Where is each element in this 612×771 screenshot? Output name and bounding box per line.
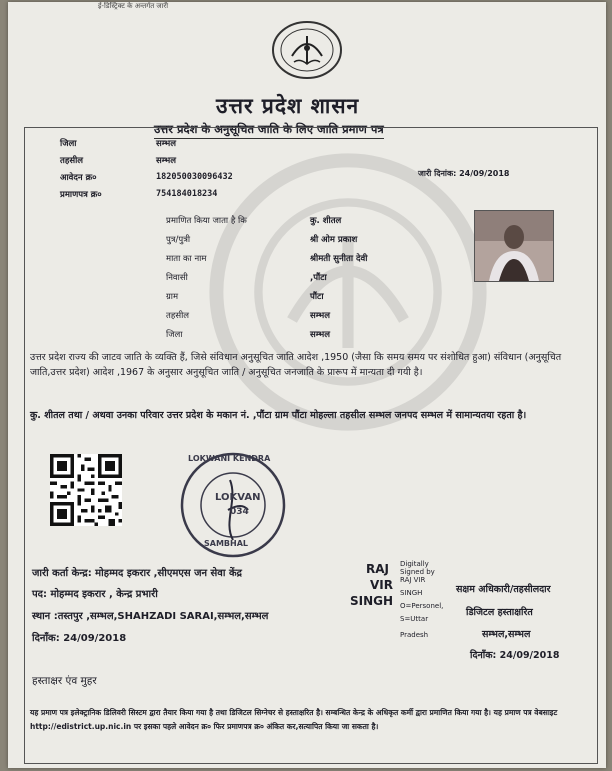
page-title: उत्तर प्रदेश शासन (216, 94, 360, 118)
sig-detail-4: SINGH (400, 589, 423, 597)
application-value: 182050030096432 (156, 172, 233, 182)
district-label: जिला (60, 139, 77, 149)
district-value: सम्भल (156, 139, 177, 149)
authority-place: सम्भल,सम्भल (482, 629, 531, 640)
caste-paragraph: उत्तर प्रदेश राज्य की जाटव जाति के व्यक्ति हैं, जिसे संविधान अनुसूचित जाति आदेश ,1950 (जैसा कि समय समय पर संशोधित हुआ) संविधान (अनुसूचित जाति,उत्तर प्रदेश) आदेश ,1967 के अनुसार अनुसूचित जाति / अनुसूचित जनजाति के प्रारूप में मान्यता दी गयी है। (30, 352, 562, 378)
person-district-value: सम्भल (310, 330, 331, 340)
village-value: पौंटा (310, 292, 324, 302)
certificate-value: 754184018234 (156, 189, 218, 199)
authority-signed: डिजिटल हस्ताक्षरित (466, 607, 533, 618)
sig-detail-2: Signed by (400, 568, 435, 576)
residence-value: ,पौंटा (310, 273, 327, 283)
person-tehsil-value: सम्भल (310, 311, 331, 321)
certificate-label: प्रमाणपत्र क्र० (60, 190, 102, 200)
footer-note: यह प्रमाण पत्र इलेक्ट्रानिक डिलिवरी सिस्टम द्वारा तैयार किया गया है तथा डिजिटल सिग्नेचर से हस्ताक्षरित है। सम्बन्धित केन्द्र के अधिकृत कर्मी द्वारा प्रमाणित किया गया है। यह प्रमाण पत्र वेबसाइट http://edistrict.up.nic.in पर इसका पहले आवेदन क्र० फिर प्रमाणपत्र क्र० अंकित कर,सत्यापित किया जा सकता है। (30, 708, 558, 731)
tehsil-label: तहसील (60, 156, 84, 166)
person-district-label: जिला (166, 330, 183, 340)
sig-detail-6: S=Uttar (400, 615, 429, 623)
sig-name-2: VIR (370, 578, 393, 592)
issuer-post: पद: मोहम्मद इकरार , केन्द्र प्रभारी (32, 589, 158, 600)
up-government-emblem (270, 20, 344, 80)
issuer-date: दिनाँक: 24/09/2018 (32, 633, 127, 644)
sig-name-3: SINGH (350, 594, 394, 608)
sig-detail-3: RAJ VIR (400, 576, 426, 584)
parent-value: श्री ओम प्रकाश (310, 235, 358, 245)
applicant-photo (474, 210, 554, 282)
residence-label: निवासी (166, 273, 188, 283)
seal-code: 034 (230, 507, 249, 517)
name-value: कु. शीतल (310, 216, 342, 226)
sig-name-1: RAJ (366, 562, 389, 576)
sig-detail-7: Pradesh (400, 631, 429, 639)
village-label: ग्राम (166, 292, 179, 302)
issuer-kendra: जारी कर्ता केन्द्र: मोहम्मद इकरार ,सीएमएस जन सेवा केंद्र (32, 568, 242, 579)
sign-seal-label: हस्ताक्षर एंव मुहर (32, 675, 97, 687)
certify-label: प्रमाणित किया जाता है कि (166, 216, 247, 226)
seal-center-text: LOKVAN (215, 492, 261, 503)
certificate-page (8, 2, 606, 768)
issuer-place: स्थान :तस्तपुर ,सम्भल,SHAHZADI SARAI,सम्भल,सम्भल (32, 611, 269, 622)
mother-value: श्रीमती सुनीता देवी (310, 254, 368, 264)
issue-date: जारी दिनांक: 24/09/2018 (418, 169, 510, 178)
tehsil-value: सम्भल (156, 156, 177, 166)
application-label: आवेदन क्र० (60, 173, 97, 183)
seal-bottom-text: SAMBHAL (204, 539, 248, 548)
seal-top-text: LOKWANI KENDRA (188, 454, 271, 463)
parent-label: पुत्र/पुत्री (166, 235, 191, 245)
sig-detail-5: O=Personel, (400, 602, 444, 610)
person-tehsil-label: तहसील (166, 311, 190, 321)
page-subtitle: उत्तर प्रदेश के अनुसूचित जाति के लिए जाति प्रमाण पत्र (154, 122, 384, 139)
residence-paragraph: कु. शीतल तथा / अथवा उनका परिवार उत्तर प्रदेश के मकान नं. ,पौंटा ग्राम पौंटा मोहल्ला तहसील सम्भल जनपद सम्भल में सामान्यतया रहता है। (30, 410, 527, 421)
top-note: ई-डिस्ट्रिक्ट के अन्तर्गत जारी (98, 2, 169, 10)
mother-label: माता का नाम (166, 254, 207, 264)
authority-title: सक्षम अधिकारी/तहसीलदार (456, 584, 551, 595)
authority-date: दिनाँक: 24/09/2018 (470, 650, 560, 661)
qr-code (50, 454, 122, 526)
sig-detail-1: Digitally (400, 560, 429, 568)
